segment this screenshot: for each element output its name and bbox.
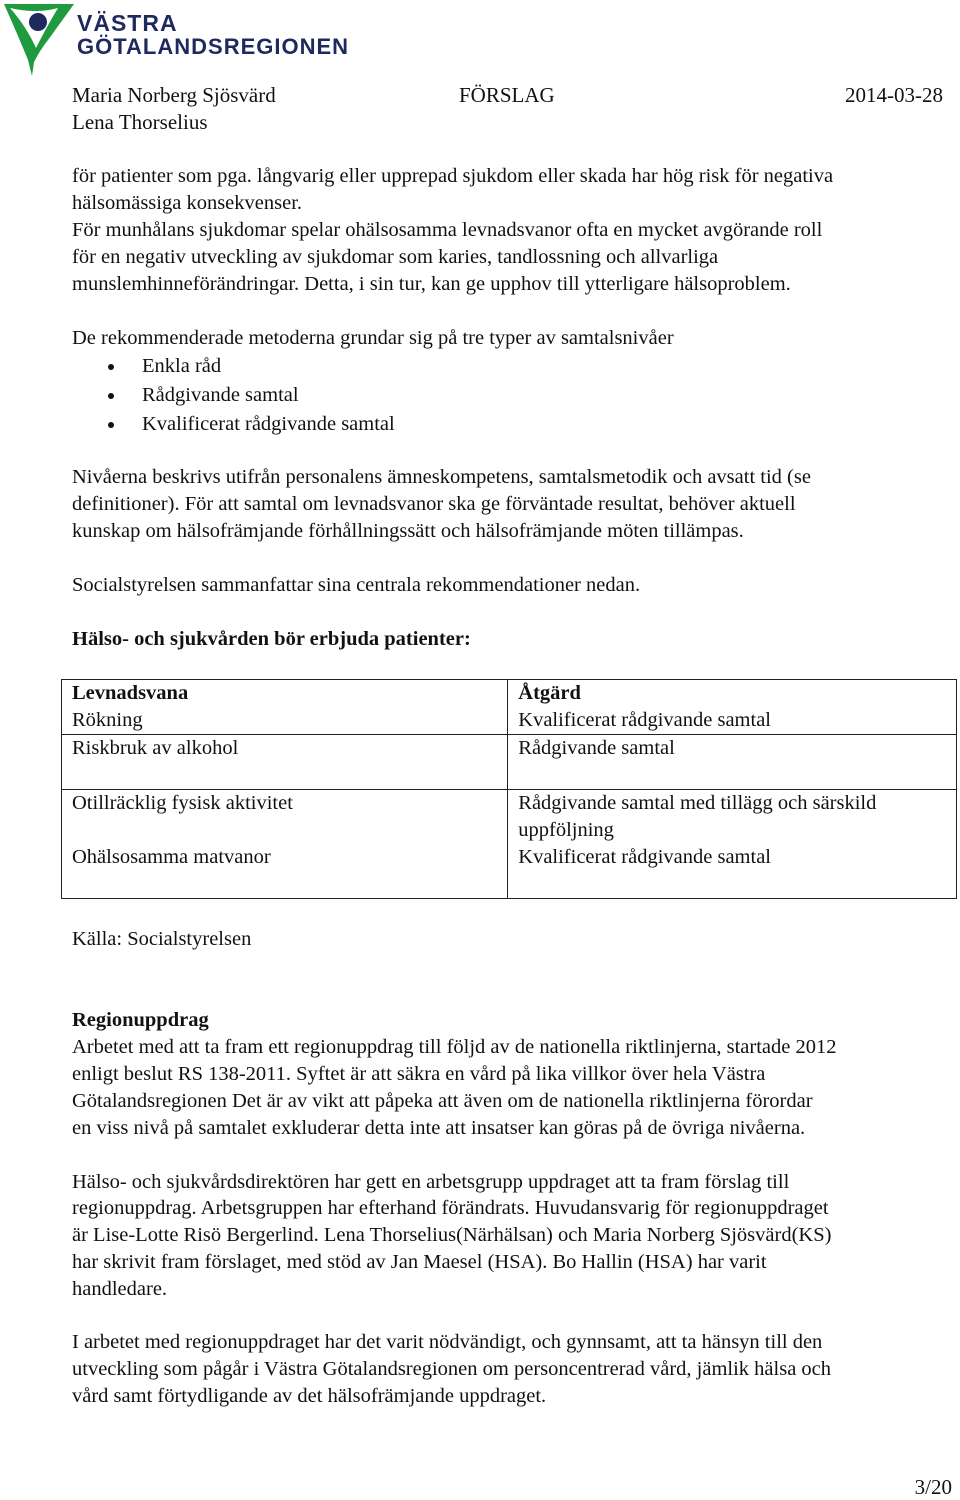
table-row	[62, 735, 957, 790]
table-cell	[508, 680, 957, 735]
region-p3-line: vård samt förtydligande av det hälsofrämjande uppdraget.	[72, 1385, 547, 1407]
table-cell	[508, 790, 957, 899]
region-p1-line: Arbetet med att ta fram ett regionuppdrag till följd av de nationella riktlinjerna, startade 2012	[72, 1036, 837, 1058]
level-item: Enkla råd	[142, 355, 222, 377]
summary-line: Socialstyrelsen sammanfattar sina centrala rekommendationer nedan.	[72, 574, 641, 596]
table-header-row	[62, 680, 957, 735]
bullet-icon	[108, 422, 114, 428]
intro-line: för patienter som pga. långvarig eller upprepad sjukdom eller skada har hög risk för negativa	[72, 165, 834, 187]
col2-header: Åtgärd	[518, 682, 581, 704]
col1-header: Levnadsvana	[72, 682, 189, 704]
levels-desc-line: kunskap om hälsofrämjande förhållningssätt och hälsofrämjande möten tillämpas.	[72, 520, 744, 542]
action-cell: Rådgivande samtal med tillägg och särskild	[518, 792, 877, 814]
header-date: 2014-03-28	[845, 83, 943, 107]
header-author-1: Maria Norberg Sjösvärd	[72, 83, 276, 107]
levels-intro: De rekommenderade metoderna grundar sig på tre typer av samtalsnivåer	[72, 327, 674, 349]
levels-desc-line: Nivåerna beskrivs utifrån personalens ämneskompetens, samtalsmetodik och avsatt tid (se	[72, 466, 811, 488]
recommendations-table	[61, 679, 957, 899]
habit-cell: Ohälsosamma matvanor	[72, 846, 271, 868]
region-p2-line: handledare.	[72, 1278, 168, 1300]
table-cell	[62, 735, 508, 790]
region-p1-line: Götalandsregionen Det är av vikt att påpeka att även om de nationella riktlinjerna förordar	[72, 1090, 813, 1112]
logo-emblem-icon	[0, 0, 80, 78]
levels-desc-line: definitioner). För att samtal om levnadsvanor ska ge förväntade resultat, behöver aktuell	[72, 493, 796, 515]
region-p1-line: enligt beslut RS 138-2011. Syftet är att säkra en vård på lika villkor över hela Västra	[72, 1063, 766, 1085]
region-p2-line: regionuppdrag. Arbetsgruppen har efterhand förändrats. Huvudansvarig för regionuppdraget	[72, 1197, 829, 1219]
habit-cell: Rökning	[72, 709, 143, 731]
level-item: Kvalificerat rådgivande samtal	[142, 413, 395, 435]
bullet-icon	[108, 364, 114, 370]
table-source: Källa: Socialstyrelsen	[72, 928, 252, 950]
region-p2-line: Hälso- och sjukvårdsdirektören har gett en arbetsgrupp uppdraget att ta fram förslag till	[72, 1171, 790, 1193]
table-cell	[62, 680, 508, 735]
bullet-icon	[108, 393, 114, 399]
action-cell: Kvalificerat rådgivande samtal	[518, 709, 771, 731]
logo-text-line2: GÖTALANDSREGIONEN	[77, 34, 350, 59]
header-status: FÖRSLAG	[459, 83, 555, 107]
habit-cell: Otillräcklig fysisk aktivitet	[72, 792, 293, 814]
region-p2-line: är Lise-Lotte Risö Bergerlind. Lena Thorselius(Närhälsan) och Maria Norberg Sjösvärd(KS)	[72, 1224, 832, 1246]
region-heading: Regionuppdrag	[72, 1009, 209, 1031]
vgr-logo	[0, 0, 350, 80]
region-p2-line: har skrivit fram förslaget, med stöd av Jan Maesel (HSA). Bo Hallin (HSA) har varit	[72, 1251, 767, 1273]
header-author-2: Lena Thorselius	[72, 110, 208, 134]
table-cell	[508, 735, 957, 790]
habit-cell: Riskbruk av alkohol	[72, 737, 239, 759]
region-p3-line: I arbetet med regionuppdraget har det varit nödvändigt, och gynnsamt, att ta hänsyn till den	[72, 1331, 823, 1353]
region-p1-line: en viss nivå på samtalet exkluderar detta inte att insatser kan göras på de övriga nivåerna.	[72, 1117, 806, 1139]
logo-text-line1: VÄSTRA	[77, 10, 178, 36]
intro-line: för en negativ utveckling av sjukdomar som karies, tandlossning och allvarliga	[72, 246, 719, 268]
region-p3-line: utveckling som pågår i Västra Götalandsregionen om personcentrerad vård, jämlik hälsa och	[72, 1358, 832, 1380]
intro-line: För munhålans sjukdomar spelar ohälsosamma levnadsvanor ofta en mycket avgörande roll	[72, 219, 823, 241]
intro-line: munslemhinneförändringar. Detta, i sin tur, kan ge upphov till ytterligare hälsoproblem.	[72, 273, 791, 295]
action-cell: uppföljning	[518, 819, 614, 841]
intro-line: hälsomässiga konsekvenser.	[72, 192, 303, 214]
level-item: Rådgivande samtal	[142, 384, 299, 406]
action-cell: Rådgivande samtal	[518, 737, 675, 759]
table-row	[62, 790, 957, 899]
action-cell: Kvalificerat rådgivande samtal	[518, 846, 771, 868]
page-number: 3/20	[914, 1475, 952, 1499]
table-heading: Hälso- och sjukvården bör erbjuda patienter:	[72, 628, 471, 650]
table-cell	[62, 790, 508, 899]
